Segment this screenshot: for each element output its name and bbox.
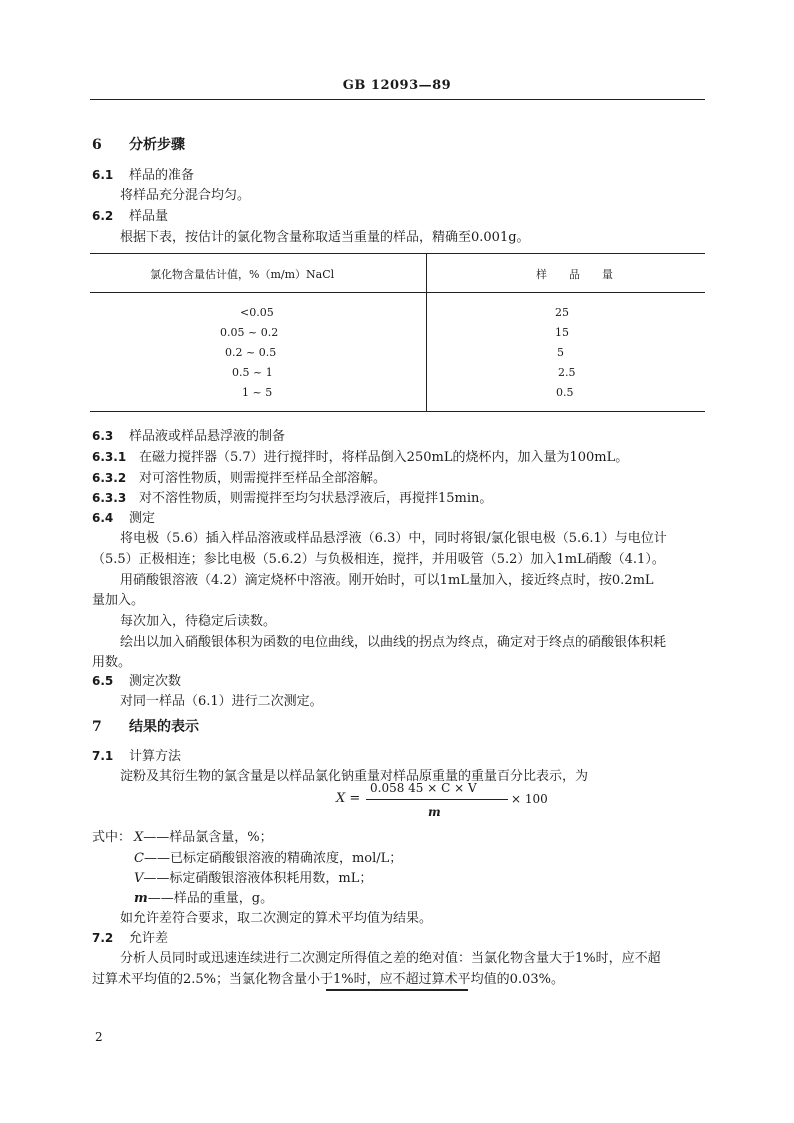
variable-description: ——样品的重量，g。 — [147, 891, 274, 906]
variable-symbol: C — [134, 851, 144, 866]
paragraph: 将样品充分混合均匀。 — [120, 188, 251, 203]
table-header-chloride: 氯化物含量估计值，%（m/m）NaCl — [150, 268, 335, 281]
subsection-title: 样品的准备 — [129, 168, 195, 183]
table-top-rule — [90, 253, 705, 254]
section-number: 7 — [92, 719, 102, 735]
subsection-6-2-heading — [92, 205, 168, 224]
subsection-6-4-heading — [92, 507, 155, 526]
subsection-6-5-heading — [92, 670, 181, 689]
variable-description: ——样品氯含量，%； — [143, 830, 273, 845]
clause-number: 6.3.3 — [92, 491, 127, 505]
end-rule — [326, 989, 468, 991]
subsection-title: 计算方法 — [129, 749, 182, 764]
formula-factor: × 100 — [511, 792, 548, 806]
variable-description: ——标定硝酸银溶液体积耗用数，mL； — [143, 871, 373, 886]
fraction-bar — [366, 799, 508, 800]
formula-denominator: m — [428, 805, 441, 819]
paragraph: 对同一样品（6.1）进行二次测定。 — [120, 694, 323, 709]
formula-numerator: 0.058 45 × C × V — [370, 781, 477, 795]
table-cell-amount: 5 — [557, 346, 564, 359]
clause-number: 6.3.1 — [92, 450, 127, 464]
subsection-number: 6.2 — [92, 209, 114, 223]
subsection-title: 测定 — [129, 511, 156, 526]
table-cell-amount: 2.5 — [558, 366, 576, 379]
clause-text: 对不溶性物质，则需搅拌至均匀状悬浮液后，再搅拌15min。 — [139, 491, 493, 506]
subsection-number: 6.5 — [92, 674, 114, 688]
table-cell-range: 0.2 ~ 0.5 — [225, 346, 277, 359]
subsection-title: 样品液或样品悬浮液的制备 — [129, 429, 286, 444]
subsection-number: 6.4 — [92, 511, 114, 525]
subsection-number: 7.1 — [92, 749, 114, 763]
clause-6-3-1 — [92, 446, 628, 465]
section-title: 结果的表示 — [129, 719, 199, 735]
paragraph: 绘出以加入硝酸银体积为函数的电位曲线，以曲线的拐点为终点，确定对于终点的硝酸银体积耗 — [120, 635, 667, 650]
subsection-7-1-heading — [92, 745, 181, 764]
subsection-title: 允许差 — [129, 931, 169, 946]
subsection-6-1-heading — [92, 164, 194, 183]
clause-6-3-2 — [92, 467, 386, 486]
subsection-number: 6.3 — [92, 429, 114, 443]
clause-6-3-3 — [92, 487, 492, 506]
paragraph: 量加入。 — [92, 593, 145, 608]
subsection-number: 6.1 — [92, 168, 114, 182]
paragraph: 过算术平均值的2.5%；当氯化物含量小于1%时，应不超过算术平均值的0.03%。 — [92, 972, 564, 987]
section-number: 6 — [92, 137, 102, 153]
variable-symbol: V — [134, 871, 144, 886]
table-bottom-rule — [90, 411, 705, 412]
section-6-heading — [92, 134, 185, 154]
variable-definition — [134, 867, 372, 886]
paragraph: 淀粉及其衍生物的氯含量是以样品氯化钠重量对样品原重量的重量百分比表示，为 — [120, 769, 589, 784]
table-cell-amount: 0.5 — [556, 386, 574, 399]
subsection-6-3-heading — [92, 425, 285, 444]
section-title: 分析步骤 — [129, 137, 185, 153]
variable-description: ——已标定硝酸银溶液的精确浓度，mol/L； — [143, 851, 403, 866]
formula-lhs: X = — [336, 791, 361, 806]
variable-symbol: m — [134, 891, 148, 906]
document-code: GB 12093—89 — [342, 78, 452, 93]
variable-definition — [134, 847, 402, 866]
variable-symbol: X — [134, 830, 144, 845]
section-7-heading — [92, 716, 199, 736]
paragraph: 用数。 — [92, 655, 132, 670]
table-cell-amount: 25 — [555, 306, 569, 319]
table-cell-range: <0.05 — [240, 306, 274, 319]
subsection-7-2-heading — [92, 927, 168, 946]
paragraph: 分析人员同时或迅速连续进行二次测定所得值之差的绝对值：当氯化物含量大于1%时，应不超 — [120, 951, 661, 966]
table-cell-range: 0.5 ~ 1 — [232, 366, 273, 379]
table-cell-range: 1 ~ 5 — [242, 386, 273, 399]
subsection-title: 样品量 — [129, 209, 169, 224]
header-rule — [90, 99, 705, 100]
clause-text: 对可溶性物质，则需搅拌至样品全部溶解。 — [139, 471, 387, 486]
paragraph: 将电极（5.6）插入样品溶液或样品悬浮液（6.3）中，同时将银/氯化银电极（5.6.1）与电位计 — [120, 531, 667, 546]
clause-text: 在磁力搅拌器（5.7）进行搅拌时，将样品倒入250mL的烧杯内，加入量为100mL。 — [139, 450, 629, 465]
paragraph: （5.5）正极相连；参比电极（5.6.2）与负极相连，搅拌，并用吸管（5.2）加入1mL硝酸（4.1）。 — [92, 552, 665, 567]
subsection-number: 7.2 — [92, 931, 114, 945]
paragraph: 用硝酸银溶液（4.2）滴定烧杯中溶液。刚开始时，可以1mL量加入，接近终点时，按0.2mL — [120, 573, 654, 588]
paragraph: 根据下表，按估计的氯化物含量称取适当重量的样品，精确至0.001g。 — [120, 230, 530, 245]
where-label: 式中： — [92, 830, 132, 845]
paragraph: 每次加入，待稳定后读数。 — [120, 614, 277, 629]
variable-definition — [134, 826, 273, 845]
clause-number: 6.3.2 — [92, 471, 127, 485]
sample-amount-table — [90, 253, 705, 411]
table-cell-amount: 15 — [555, 326, 569, 339]
table-cell-range: 0.05 ~ 0.2 — [220, 326, 279, 339]
subsection-title: 测定次数 — [129, 674, 182, 689]
variable-definition — [134, 887, 273, 906]
paragraph: 如允许差符合要求，取二次测定的算术平均值为结果。 — [120, 911, 433, 926]
table-column-divider — [426, 253, 427, 411]
table-header-sample-amount: 样 品 量 — [536, 268, 613, 281]
page-number: 2 — [95, 1030, 103, 1044]
table-header-rule — [90, 292, 705, 293]
